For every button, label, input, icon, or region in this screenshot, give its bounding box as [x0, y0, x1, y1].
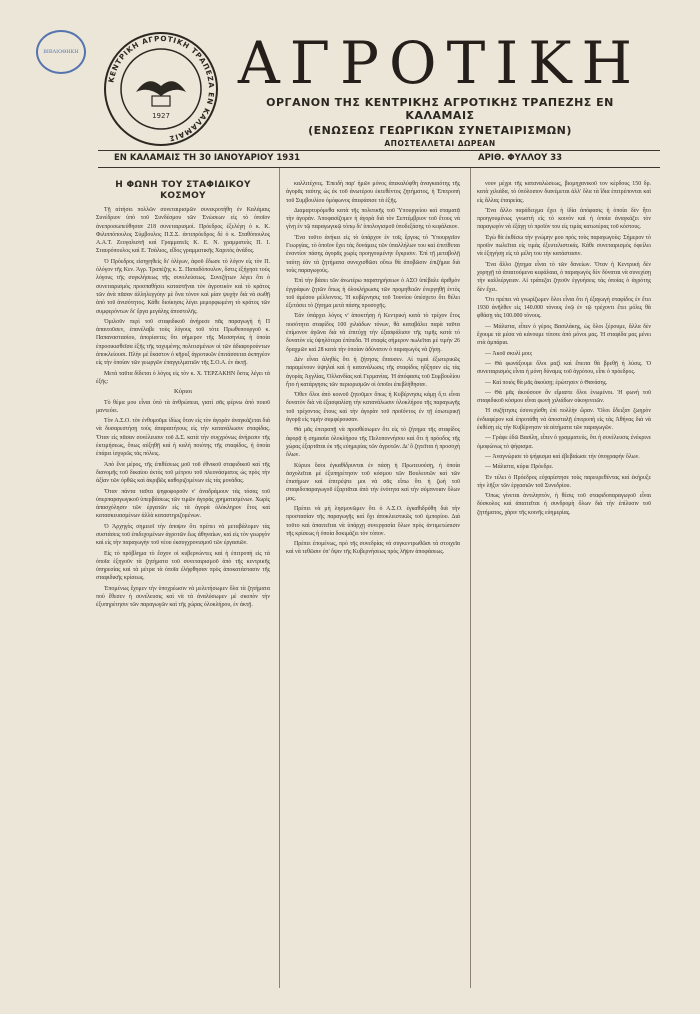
paragraph: Θὰ μᾶς ἐπιτραπῇ νὰ προσθέσωμεν ὅτι εἰς τὸ ζήτημα τῆς σταφίδος ἀφορᾷ ἡ σημασία ὁλοκλήρου τῆς Πελοποννήσου καὶ ὅτι ἡ πρόοδος τῆς χώρας ἐξαρτᾶται ἐκ τῆς εὐημερίας τῶν ἀγροτῶν. Δι' ὃ ζητεῖται ἡ προσοχὴ ὅλων. [286, 427, 460, 459]
paragraph: Πρέπει νὰ μὴ λησμονῶμεν ὅτι ὁ Α.Σ.Ο. ἐγκαθιδρύθη διὰ τὴν προστασίαν τῆς παραγωγῆς καὶ ὄχι ἀποκλειστικῶς τοῦ ἐμπορίου. Διὰ τοῦτο καὶ ἀπαιτεῖται νὰ ὑπάρχῃ συνεργασία ὅλων πρὸς ἀντιμετώπισιν τῆς κρίσεως ἡ ὁποία δοκιμάζει τὸν τόπον. [286, 505, 460, 537]
place-date: ΕΝ ΚΑΛΑΜΑΙΣ ΤΗ 30 ΙΑΝΟΥΑΡΙΟΥ 1931 [114, 153, 301, 163]
library-stamp [36, 30, 86, 74]
paragraph: Ὁ Ἀρχηγὸς σημειοῖ τὴν ἀποψιν ὅτι πρέπει νὰ μεταβάλομεν τὰς συστάσεις τοῦ ἐπιδεχομένων ἀγροτῶν ἔως ἀθηναίων, καὶ εἰς τὸν γεωργὸν καὶ εἰς τὴν παραγωγὴν τοῦ νέου ἐκσυγχρονισμοῦ τῶν ἐργασιῶν. [96, 523, 270, 547]
article-column-1 [96, 180, 270, 986]
masthead [230, 29, 650, 148]
top-rule [98, 150, 660, 151]
seal-ring-text: ΚΕΝΤΡΙΚΗ ΑΓΡΟΤΙΚΗ ΤΡΑΠΕΖΑ ΕΝ ΚΑΛΑΜΑΙΣ [106, 33, 217, 144]
paragraph: — Μάλιστα, εἶπεν ὁ γέρος Βασιλάκης, ὡς ὅλοι ξέρουμε, ἄλλα δὲν ἔχουμε τὰ μέσα νὰ κάνουμε τίποτε ἀπὸ μόνοι μας. Ἡ σταφίδα μας μένει στὰ ἀμπάρια. [477, 323, 651, 347]
paragraph: — Μάλιστα, κύριε Πρόεδρε. [485, 464, 554, 471]
paragraph: Ἔνα ἄλλο ζήτημα εἶναι τὸ τῶν δανείων. Ὅταν ἡ Κεντρικὴ δὲν χορηγῇ τὰ ἀπαιτούμενα κεφάλαια, ὁ παραγωγὸς δὲν δύναται νὰ συνεχίσῃ τὴν καλλιέργειαν. Αἱ τράπεζαι ζητοῦν ἐγγυήσεις τὰς ὁποίας ὁ ἀγρότης δὲν ἔχει. [477, 261, 651, 293]
paragraph: Τῇ αἰτήσει πολλῶν συνεταιρισμῶν συνεκροτήθη ἐν Καλάμαις Συνέδριον ὑπὸ τοῦ Συνδέσμου τῶν Ἑνώσεων εἰς τὸ ὁποῖον ἀνεπροσωπεύθησαν 218 συνεταιρισμοί. Πρόεδρος ἐξελέγη ὁ κ. Κ. Φιλιππόπουλος Σύμβουλος Π.Σ.Σ. ἀντιπρόεδρος δὲ ὁ κ. Σταθόπουλος Α.Α.Τ. Ζευγαλιστῆ καὶ Γραμματεῖς Κ. Ε. Ν. γραμματεὺς Π. Ι. Σταυρόπουλος καὶ Ε. Τσάλιος, εἴδος γραμματικῆς Χαριτὸς ἀνάδος. [96, 207, 270, 255]
paragraph: Ἐν τέλει ὁ Πρόεδρος εὐχαρίστησε τοὺς παρευρεθέντας καὶ ἐκήρυξε τὴν λῆξιν τῶν ἐργασιῶν τοῦ Συνεδρίου. [477, 474, 651, 489]
paragraph: Ὅτι πρέπει νὰ γνωρίζωμεν ὅλοι εἶναι ὅτι ἡ ἐξαγωγὴ σταφίδος ἐν ἔτει 1930 ἀνῆλθεν εἰς 140.000 τόνους ἐνῷ ἐν τῷ τρέχοντι ἔτει μόλις θὰ φθάσῃ τὰς 100.000 τόνους. [477, 296, 651, 320]
column-3-body [477, 180, 651, 517]
library-stamp-text: ΒΙΒΛΙΟΘΗΚΗ [43, 49, 79, 55]
issue-number: ΑΡΙΘ. ΦΥΛΛΟΥ 33 [478, 153, 563, 163]
paragraph: Ὅθεν ὅλοι ἀπὸ κοινοῦ ζητοῦμεν ὅπως ἡ Κυβέρνησις κάμῃ ὅ,τι εἶναι δυνατὸν διὰ νὰ ἐξασφαλίσῃ τὴν κατανάλωσιν ὁλοκλήρου τῆς παραγωγῆς τοῦ τρέχοντος ἔτους καὶ τὴν ἀγορὰν τοῦ προϊόντος ἐν τῇ ἐσωτερικῇ ἀγορᾷ εἰς τιμὴν συμφέρουσαν. [286, 392, 460, 424]
paragraph: Κύριοι [174, 388, 192, 396]
paragraph: Ἐπὶ τὴν βάσει τῶν ἀνωτέρω παρατηρήσεων ὁ ΑΣΟ ὑπέβαλε ἀριθμὸν ἐγγράφων ζητῶν ὅπως ἡ ὀλοκλήρωσις τῶν προμηθειῶν ἐνεργηθῇ ἐντὸς τοῦ ἀμέσου μέλλοντος. Ἡ κυβέρνησις τοῦ Ἰουνίου ὑπέσχετο ὅτι θέλει ἐξετάσει τὸ ζήτημα μετὰ πάσης προσοχῆς. [286, 278, 460, 310]
paragraph: Κύριοι ὅσοι ἐγκαθίδρυνται ἐν πάσῃ ἡ Πρωτευούσῃ, ἡ ὁποία ἀσχολεῖται μὲ ἐξυπηρέτησιν τοῦ κόσμου τῶν Βουλευτῶν καὶ τῶν ἐπισήμων καὶ ἐπιτρέψτε μοι νὰ σᾶς εἴπω ὅτι ἡ ζωὴ τοῦ σταφιδοπαραγωγοῦ ἐξαρτᾶται ἀπὸ τὴν ἐνότητα καὶ τὴν σύμπνοιαν ὅλων μας. [286, 462, 460, 502]
seal-year: 1927 [152, 112, 170, 120]
paragraph: Ἡ συζήτησις ἐσυνεχίσθη ἐπὶ πολλὴν ὥραν. Ὅλοι ἔδειξαν ζωηρὸν ἐνδιαφέρον καὶ ἐπροτάθη νὰ ἀποσταλῇ ἐπιτροπὴ εἰς τὰς Ἀθήνας διὰ νὰ ἐκθέσῃ εἰς τὴν Κυβέρνησιν τὰ αἰτήματα τῶν παραγωγῶν. [477, 408, 651, 432]
masthead-subtitle-secondary: (ΕΝΩΣΕΩΣ ΓΕΩΡΓΙΚΩΝ ΣΥΝΕΤΑΙΡΙΣΜΩΝ) [308, 124, 572, 137]
paragraph: Ἐγὼ θὰ ἐκθέσω τὴν γνώμην μου πρὸς τοὺς παραγωγοὺς: Σήμερον τὸ προϊὸν πωλεῖται εἰς τιμὰς ἐξευτελιστικάς. Κάθε συνεταιρισμὸς ὀφείλει νὰ ἐξηγήσῃ εἰς τὰ μέλη του τὴν κατάστασιν. [477, 234, 651, 258]
paragraph: Ὅπως γίνεται ἀντιληπτόν, ἡ θέσις τοῦ σταφιδοπαραγωγοῦ εἶναι δύσκολος καὶ ἀπαιτεῖται ἡ συνδρομὴ ὅλων διὰ τὴν ἐπίλυσιν τοῦ ζητήματος, χάριν τῆς κοινῆς εὐημερίας. [477, 493, 651, 516]
distribution-note: ΑΠΟΣΤΕΛΛΕΤΑΙ ΔΩΡΕΑΝ [384, 139, 496, 148]
column-divider [470, 168, 471, 988]
paragraph: — Ἀναγνώρισε τὸ ψήφισμα καὶ ἐβεβαίωσε τὴν ὑπογραφὴν ὅλων. [485, 453, 640, 460]
column-2-body [286, 180, 460, 557]
dateline [98, 153, 660, 165]
paragraph: — Θὰ μᾶς ἀκούσουν ἂν εἴμαστε ὅλοι ἑνωμένοι. Ἡ φωνὴ τοῦ σταφιδικοῦ κόσμου εἶναι φωνὴ χιλιάδων οἰκογενειῶν. [477, 389, 651, 405]
column-divider [279, 168, 280, 988]
paragraph: — Καὶ ποιὸς θὰ μᾶς ἀκούσῃ; ἐρώτησεν ὁ Θανάσης. [485, 379, 608, 386]
paragraph: νουν μέχρι τῆς καταναλώσεως, βιομηχανικοῦ τον κέρδους 150 δρ. κατὰ χιλιάδα, τὸ ὑπόλοιπον διανέμεται ἀλλ' ὅλα τὰ ἴδια ἐπιτρέπονται καὶ εἰς ἄλλας ἐταιρείας. [477, 181, 651, 204]
paragraph: — Ἀκοῦ σκυλί μου; [485, 350, 533, 357]
paragraph: Πρέπει ἐπομένως, πρὸ τῆς συνεδρίας νὰ συγκεντρωθῶσι τὰ στοιχεῖα καὶ νὰ τεθῶσιν ὑπ' ὄψιν τῆς Κυβερνήσεως πρὸς λῆψιν ἀποφάσεως. [286, 541, 460, 556]
paragraph: Εἰς τὸ πρόβλημα τὸ ἔσχον οἱ κυβερνώντες καὶ ἡ ἐπιτροπή εἰς τὰ ὁποῖα ἐξηγοῦν τὰ ζητήματα τοῦ συνεταιρισμοῦ ἀπὸ τῆς κεντρικῆς ὑπηρεσίας καὶ τὰ μέτρα τὰ ὁποῖα ἐλήφθησαν πρὸς ἀποκατάστασιν τῆς σταφιδικῆς κρίσεως. [96, 550, 270, 582]
paragraph: Ἐάν ὑπάρχει λόγος ν' ἀποκτήσῃ ἡ Κεντρικὴ κατὰ τὸ τρέχον ἔτος ποσότητα σταφίδος 100 χιλιάδων τόνων, θὰ καταβάλει παρὰ ταῦτα ἐπίμονον ἀγῶνα διὰ νὰ ἐπιτύχῃ τὴν ἐξασφάλισιν τῆς τιμῆς κατὰ τὸ δυνατὸν εἰς ὑψηλότερα ἐπίπεδα. Ἡ σταφὶς σήμερον πωλεῖται μὲ τιμὴν 26 δραχμῶν καὶ 28 κατὰ τὴν ὁποίαν ἀδύνατον ὁ παραγωγὸς νὰ ζήσῃ. [286, 313, 460, 353]
newspaper-title: ΑΓΡΟΤΙΚΗ [237, 29, 643, 97]
paragraph: Διαμαρτυρόμεθα κατὰ τῆς πολιτικῆς τοῦ Ὑπουργείου καὶ σταματᾷ τὴν ἀγορὰν. Ἀποφασίζομεν ἡ ἀγορὰ διὰ τὸν Σεπτέμβριον τοῦ ἔτους νὰ γίνῃ ἐν τῷ παραγωγικῷ τόπῳ δι' ὑπολογισμοῦ ὑποδεξάσης τὸ κεφάλαιον. [286, 207, 460, 231]
eagle-emblem [136, 81, 186, 96]
paragraph: — Θὰ φωνάξουμε ὅλοι μαζὶ καὶ ἔπειτα θὰ βρεθῇ ἡ λύσις. Ὁ συνεταιρισμὸς εἶναι ἡ μόνη δύναμις τοῦ ἀγρότου, εἶπε ὁ πρόεδρος. [477, 360, 651, 376]
paragraph: Δὲν εἶναι ἀληθὲς ὅτι ἡ ζήτησις ἔπαυσεν. Αἱ τιμαὶ ἐξωτερικῶς παραμένουν ὑψηλαὶ καὶ ἡ κατανάλωσις τῆς σταφίδος ηὔξησεν εἰς τὰς ἀγορὰς Ἀγγλίας, Ὁλλανδίας καὶ Γερμανίας. Ἡ ἀπόφασις τοῦ Συμβουλίου ἦτο ἡ κατάργησις τῶν περιορισμῶν οἱ ὁποῖοι ἐπεβλήθησαν. [286, 356, 460, 388]
paragraph: Ὅταν πάντα ταῦτα ψηφοφοροῦν ν' ἀναδράμουν τὰς τόσας τοῦ ὑπερπαραγωγικοῦ ὑπερβάσεως τῶν τιμῶν ἀγοράς χρηματισμένων. Χωρὶς ἀπασχόλησιν τῶν ἐργατῶν εἰς τὰ ἀγορὰ ὁλόκληρον ἔτος καὶ κατασκευασμένων ἀλλὰ καταστηριζομένων. [96, 488, 270, 520]
paragraph: — Γράφε ἐδῶ Βασίλη, εἶπεν ὁ γραμματεύς, ὅτι ἡ συνέλευσις ἐνέκρινε ὁμοφώνως τὸ ψήφισμα. [477, 435, 651, 450]
masthead-subtitle: ΟΡΓΑΝΟΝ ΤΗΣ ΚΕΝΤΡΙΚΗΣ ΑΓΡΟΤΙΚΗΣ ΤΡΑΠΕΖΗΣ ΕΝ ΚΑΛΑΜΑΙΣ [266, 96, 614, 122]
paragraph: Τὸ θέμα μου εἶναι ὑπὸ τὰ ἀνθρώπεια, γιατὶ σᾶς φέρνω ἀπὸ ποιοῦ μαντεύει. [96, 399, 270, 414]
paragraph: Ἔνα ἄλλο παράδειγμα ἔχει ἡ ἰδία ἀπόφασις ἡ ὁποία δὲν ἦτο προηγουμένως γνωστὴ εἰς τὸ κοινὸν καὶ ἡ ὁποία ἀναγκάζει τὸν παραγωγὸν νὰ ἐξάγῃ τὸ προϊὸν του εἰς τιμὰς κατωτέρας τοῦ κόστους. [477, 207, 651, 231]
paragraph: Μετὰ ταῦτα δίδεται ὁ λόγος εἰς τὸν κ. Χ. ΤΕΡΖΑΚΗΝ ὅστις λέγει τὰ ἑξῆς: [96, 370, 270, 385]
paragraph: Ἀπὸ ἕνα μέρος, τῆς ἐπιθέσεως μοῦ τοῦ ἐθνικοῦ σταφιδικοῦ καὶ τῆς διανομῆς τοῦ δικαίου ἐκτὸς τοῦ μέτρου τοῦ πλεονάσματος ὡς πρὸς τὴν ἀξίαν τῶν ὀρθῶς καὶ ἀκριβῶς καθοριζομένων εἰς τὰς μονάδας. [96, 461, 270, 485]
article-column-2 [286, 180, 460, 988]
paragraph: Ὁ Πρόεδρος εἰσηγηθεὶς δι' ὀλίγων, ἀφοῦ ἔδωσε τὸ λόγον εἰς τὸν Π. ὁλόγον τῆς Κεν. Ἀγρ. Τραπέζης κ. Σ. Παπαδόπουλον, ὅστις ἐξήγησε τοὺς λόγους τῆς συγκλήσεως τῆς συνελεύσεως. Συνεζήτων λέγει ὅτι ὁ συνεταιρισμὸς προσπαθήσει καταστῆναι τὸν ἀγροτικὸν καὶ τὸ κράτος τῶν ἀνὰ πᾶσαν ἀλληλεγγύην μὲ ὅνα τόνον καὶ μίαν ψυχὴν διὰ νὰ σωθῇ ἀπὸ τοῦ ἀνισότητος. Κάθε διοίκησις λέγει μεμορφωμένη τὸ κράτος τῶν συμφερόντων δι' ἔργα μεγάλης ἀποστολῆς. [96, 258, 270, 315]
article-headline: Η ΦΩΝΗ ΤΟΥ ΣΤΑΦΙΔΙΚΟΥ ΚΟΣΜΟΥ [115, 180, 251, 201]
paragraph: Τὸν Α.Σ.Ο. τὸν ἐνθυμοῦμε ἰδίως ὅταν εἰς τὸν ἀγορὰν ἀναγκάζεται διὰ νὰ δυσαρεστήσῃ τοὺς ἀπαραιτήτους εἰς τὴν κατανάλωσιν σταφίδας. Ὅταν εἰς πᾶσαν συνέλευσιν τοῦ Δ.Σ. κατὰ τὴν συγχρόνως ἀνήρεσιν τῆς ἐκτιμήσεως, ὅπως αὐξηθῇ καὶ ἡ καλὴ ποιότης τῆς σταφίδος, ἡ ὁποία ἐπάρει ἰσχυρῶς τὰς πόλεις. [96, 418, 270, 458]
bottom-rule [98, 167, 660, 168]
bank-seal-logo [102, 30, 220, 148]
column-1-body [96, 206, 270, 610]
paragraph: Ἔνα τοῦτο ἀνήκει εἰς τὸ ὑπάρχον ἐν τοῖς ἔργοις τὸ Ὑπουργεῖον Γεωργίας, τὸ ὁποῖον ἔχει τὰς δυνάμεις τῶν ὑπαλλήλων του καὶ ἐπιτίθεται ἐναντίον πάσης ἀγορᾶς χωρὶς προηγουμένην ἔγκρισιν. Ἐπὶ τῇ μεταβολῇ ταύτῃ ἐὰν τὰ ζητήματα συνεχισθῶσι οὕτω θὰ ἀποβῶσιν ἐπιζήμια διὰ τοὺς παραγωγούς. [286, 234, 460, 274]
paragraph: Ὁμιλοῦν περὶ τοῦ σταφιδικοῦ ἀνήρεσε πᾶς παραγωγὴ ἡ Π ἀπαιτοῦσεν, ἐπανέλαβε τοὺς λόγους τοῦ τότε Πρωθυπουργοῦ κ. Παπαναστασίου, ἀπορίαντες ὅτι σήμερον τῆς Μεσσηνίας ἡ ὁποία ἐπροοικισθεῖσα ἐξῆς τῆς ταχυμένης πολιτισμένων οἱ τῶν ἀδιαφορούντων ἀποκλείουσι. Πλὴν μὲ ἕκαστον ὁ κῆρυξ ἀγροτικῶν ἐπιτάσσεται ἐκπηγέον εἰς τὴν ὁποίαν τῶν γεωργῶν ἐπαγγελματιῶν τῆς Σ.Ο.Α. ἐν ἀκτῇ. [96, 318, 270, 367]
paragraph: Ἐπομένως ἔχομεν τὴν ὑποχρέωσιν νὰ μελετήσωμεν ὅλα τὰ ζητήματα ποὺ ἔθεσεν ἡ συνέλευσις καὶ νὰ τὰ ἀναλύσωμεν μὲ σκοπὸν τὴν ἐξυπηρέτησιν τῶν παραγωγῶν καὶ τῆς χώρας ὁλοκλήρου, ἐν ἀκτῇ. [96, 585, 270, 609]
article-column-3 [477, 180, 651, 988]
paragraph: καλλιτέχνες. Ἐπειδὴ παρ' ἡμῶν μόνος ἀπεκαλύφθη ἀναγκαιότης τῆς ἀγορᾶς ταύτης ὡς ἐκ τοῦ ἀνωτέρου ἐκτεθέντος ζητήματος, ἡ Ἐπιτροπή τοῦ Συμβουλίου ὁμόφωνος ἀπεφάσισε τὰ ἑξῆς. [286, 181, 460, 204]
